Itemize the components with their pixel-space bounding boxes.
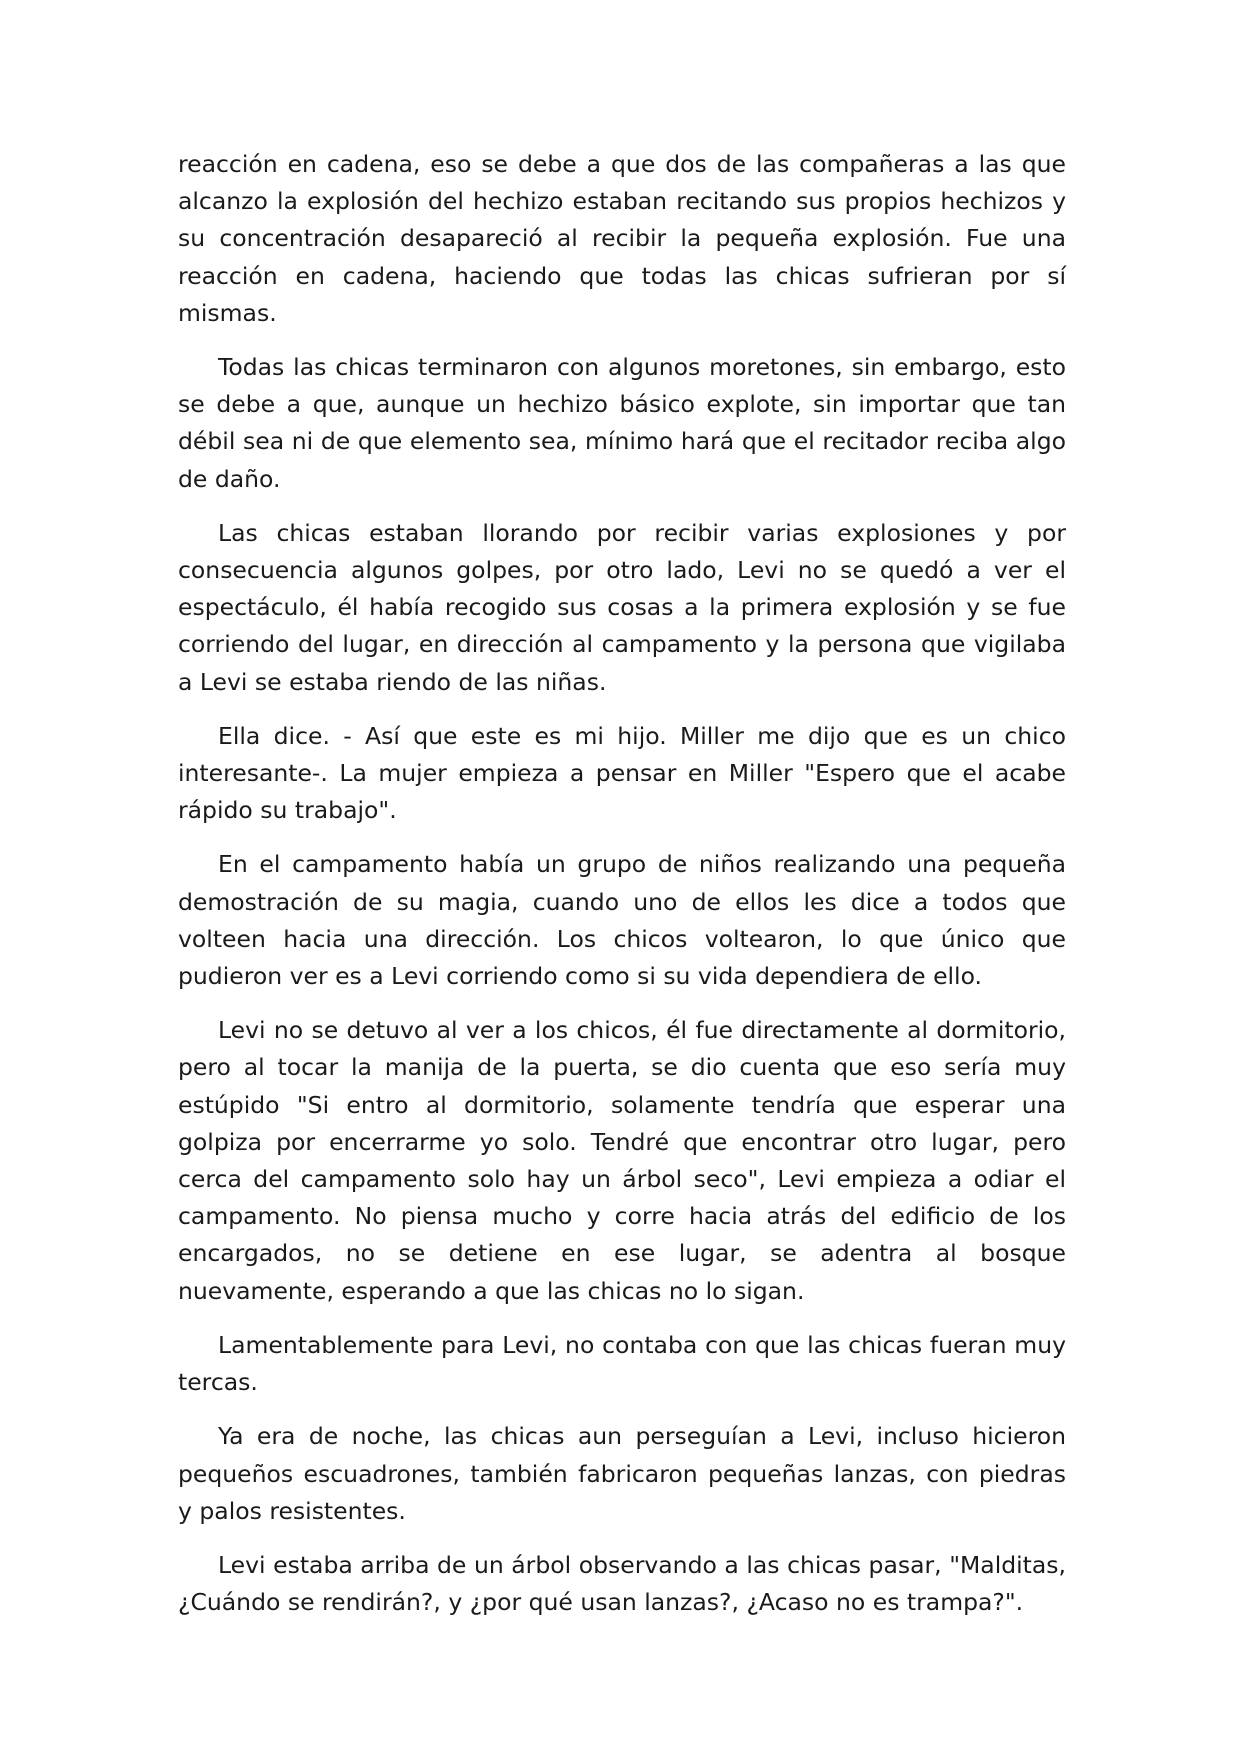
paragraph-3: Las chicas estaban llorando por recibir varias explosiones y por consecuencia algunos golpes, por otro lado, Levi no se quedó a ver el espectáculo, él había recogido sus cosas a la primera explosión y se fue corriendo del lugar, en dirección al campamento y la persona que vigilaba a Levi se estaba riendo de las niñas. — [178, 518, 1066, 696]
paragraph-2: Todas las chicas terminaron con algunos moretones, sin embargo, esto se debe a que, aunque un hechizo básico explote, sin importar que tan débil sea ni de que elemento sea, mínimo hará que el recitador reciba algo de daño. — [178, 353, 1066, 493]
paragraph-6: Levi no se detuvo al ver a los chicos, él fue directamente al dormitorio, pero al tocar la manija de la puerta, se dio cuenta que eso sería muy estúpido "Si entro al dormitorio, solamente tendría que esperar una golpiza por encerrarme yo solo. Tendré que encontrar otro lugar, pero cerca del campamento solo hay un árbol seco", Levi empieza a odiar el campamento. No piensa mucho y corre hacia atrás del edificio de los encargados, no se detiene en ese lugar, se adentra al bosque nuevamente, esperando a que las chicas no lo sigan. — [178, 1016, 1066, 1305]
paragraph-1: reacción en cadena, eso se debe a que dos de las compañeras a las que alcanzo la explosión del hechizo estaban recitando sus propios hechizos y su concentración desapareció al recibir la pequeña explosión. Fue una reacción en cadena, haciendo que todas las chicas sufrieran por sí mismas. — [178, 150, 1066, 327]
paragraph-9: Levi estaba arriba de un árbol observando a las chicas pasar, "Malditas, ¿Cuándo se rendirán?, y ¿por qué usan lanzas?, ¿Acaso no es trampa?". — [178, 1550, 1066, 1617]
paragraph-8: Ya era de noche, las chicas aun perseguían a Levi, incluso hicieron pequeños escuadrones, también fabricaron pequeñas lanzas, con piedras y palos resistentes. — [178, 1422, 1066, 1525]
paragraph-7: Lamentablemente para Levi, no contaba con que las chicas fueran muy tercas. — [178, 1330, 1066, 1397]
paragraph-5: En el campamento había un grupo de niños realizando una pequeña demostración de su magia, cuando uno de ellos les dice a todos que volteen hacia una dirección. Los chicos voltearon, lo que único que pudieron ver es a Levi corriendo como si su vida dependiera de ello. — [178, 850, 1066, 991]
document-body — [178, 146, 1066, 1638]
paragraph-4: Ella dice. - Así que este es mi hijo. Miller me dijo que es un chico interesante-. La mujer empieza a pensar en Miller "Espero que el acabe rápido su trabajo". — [178, 721, 1066, 825]
